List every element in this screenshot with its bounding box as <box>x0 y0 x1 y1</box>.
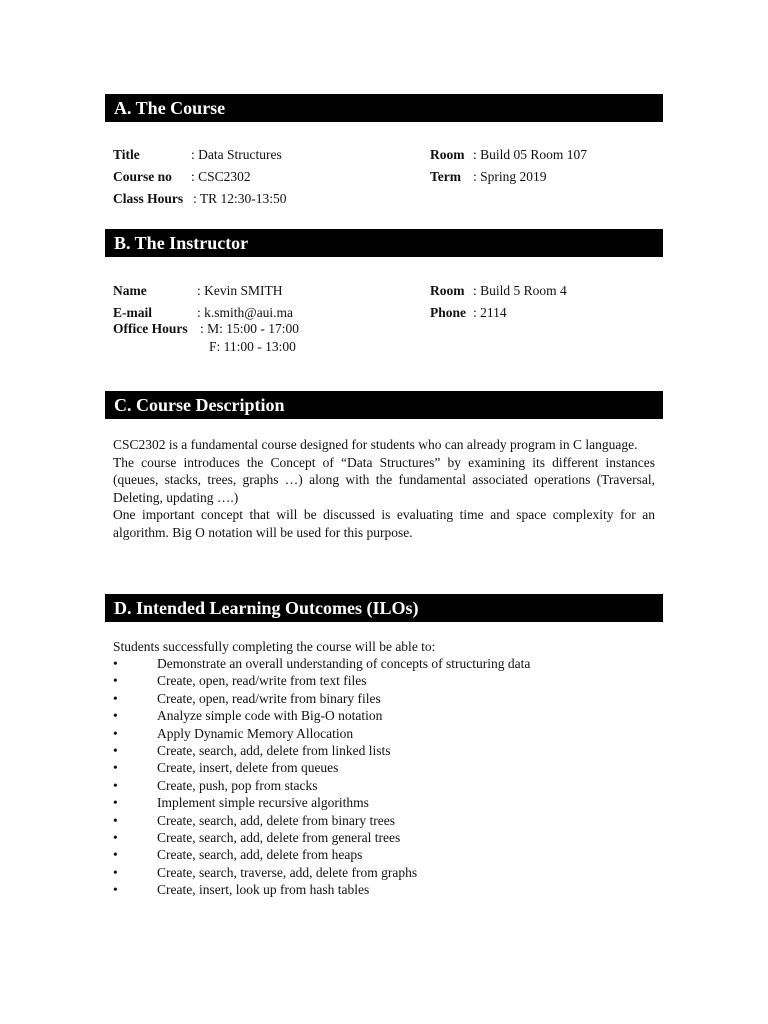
course-number-label: Course no <box>113 169 172 184</box>
bullet-icon: • <box>113 777 118 793</box>
description-paragraph: The course introduces the Concept of “Data Structures” by examining its different instances (queues, stacks, trees, graphs …) along with the fundamental associated operations (Traversal, Deleting, updating ….) <box>113 454 655 505</box>
description-paragraph: CSC2302 is a fundamental course designed for students who can already program in C language. <box>113 437 638 452</box>
course-room-label: Room <box>430 147 465 162</box>
instructor-name-value: : Kevin SMITH <box>197 283 283 298</box>
course-term-value: : Spring 2019 <box>473 169 547 184</box>
bullet-icon: • <box>113 690 118 706</box>
bullet-icon: • <box>113 812 118 828</box>
bullet-icon: • <box>113 708 118 724</box>
office-hours-monday: : M: 15:00 - 17:00 <box>200 321 300 336</box>
ilo-intro: Students successfully completing the course will be able to: <box>113 639 436 654</box>
office-hours-friday: F: 11:00 - 13:00 <box>209 339 296 354</box>
instructor-phone-value: : 2114 <box>473 305 507 320</box>
bullet-icon: • <box>113 725 118 741</box>
bullet-icon: • <box>113 795 118 811</box>
course-title-value: : Data Structures <box>191 147 282 162</box>
instructor-room-label: Room <box>430 283 465 298</box>
section-heading-course: A. The Course <box>105 94 663 122</box>
bullet-icon: • <box>113 656 118 671</box>
section-heading-instructor: B. The Instructor <box>105 229 663 257</box>
bullet-icon: • <box>113 864 118 880</box>
class-hours-label: Class Hours <box>113 191 184 206</box>
instructor-email-label: E-mail <box>113 305 152 320</box>
class-hours-value: : TR 12:30-13:50 <box>193 191 287 206</box>
bullet-icon: • <box>113 829 118 845</box>
course-description <box>113 436 655 542</box>
course-number-value: : CSC2302 <box>191 169 251 184</box>
bullet-icon: • <box>113 847 118 863</box>
bullet-icon: • <box>113 673 118 689</box>
course-room-value: : Build 05 Room 107 <box>473 147 588 162</box>
bullet-icon: • <box>113 760 118 776</box>
instructor-room-value: : Build 5 Room 4 <box>473 283 567 298</box>
office-hours-label: Office Hours <box>113 321 188 336</box>
bullet-icon: • <box>113 742 118 758</box>
section-heading-description: C. Course Description <box>105 391 663 419</box>
instructor-phone-label: Phone <box>430 305 467 320</box>
bullet-icon: • <box>113 882 118 898</box>
description-paragraph: One important concept that will be discussed is evaluating time and space complexity for an algorithm. Big O notation will be used for this purpose. <box>113 507 655 540</box>
instructor-name-label: Name <box>113 283 147 298</box>
section-heading-ilos: D. Intended Learning Outcomes (ILOs) <box>105 594 663 622</box>
course-term-label: Term <box>430 169 461 184</box>
course-title-label: Title <box>113 147 140 162</box>
instructor-email-value: : k.smith@aui.ma <box>197 305 294 320</box>
